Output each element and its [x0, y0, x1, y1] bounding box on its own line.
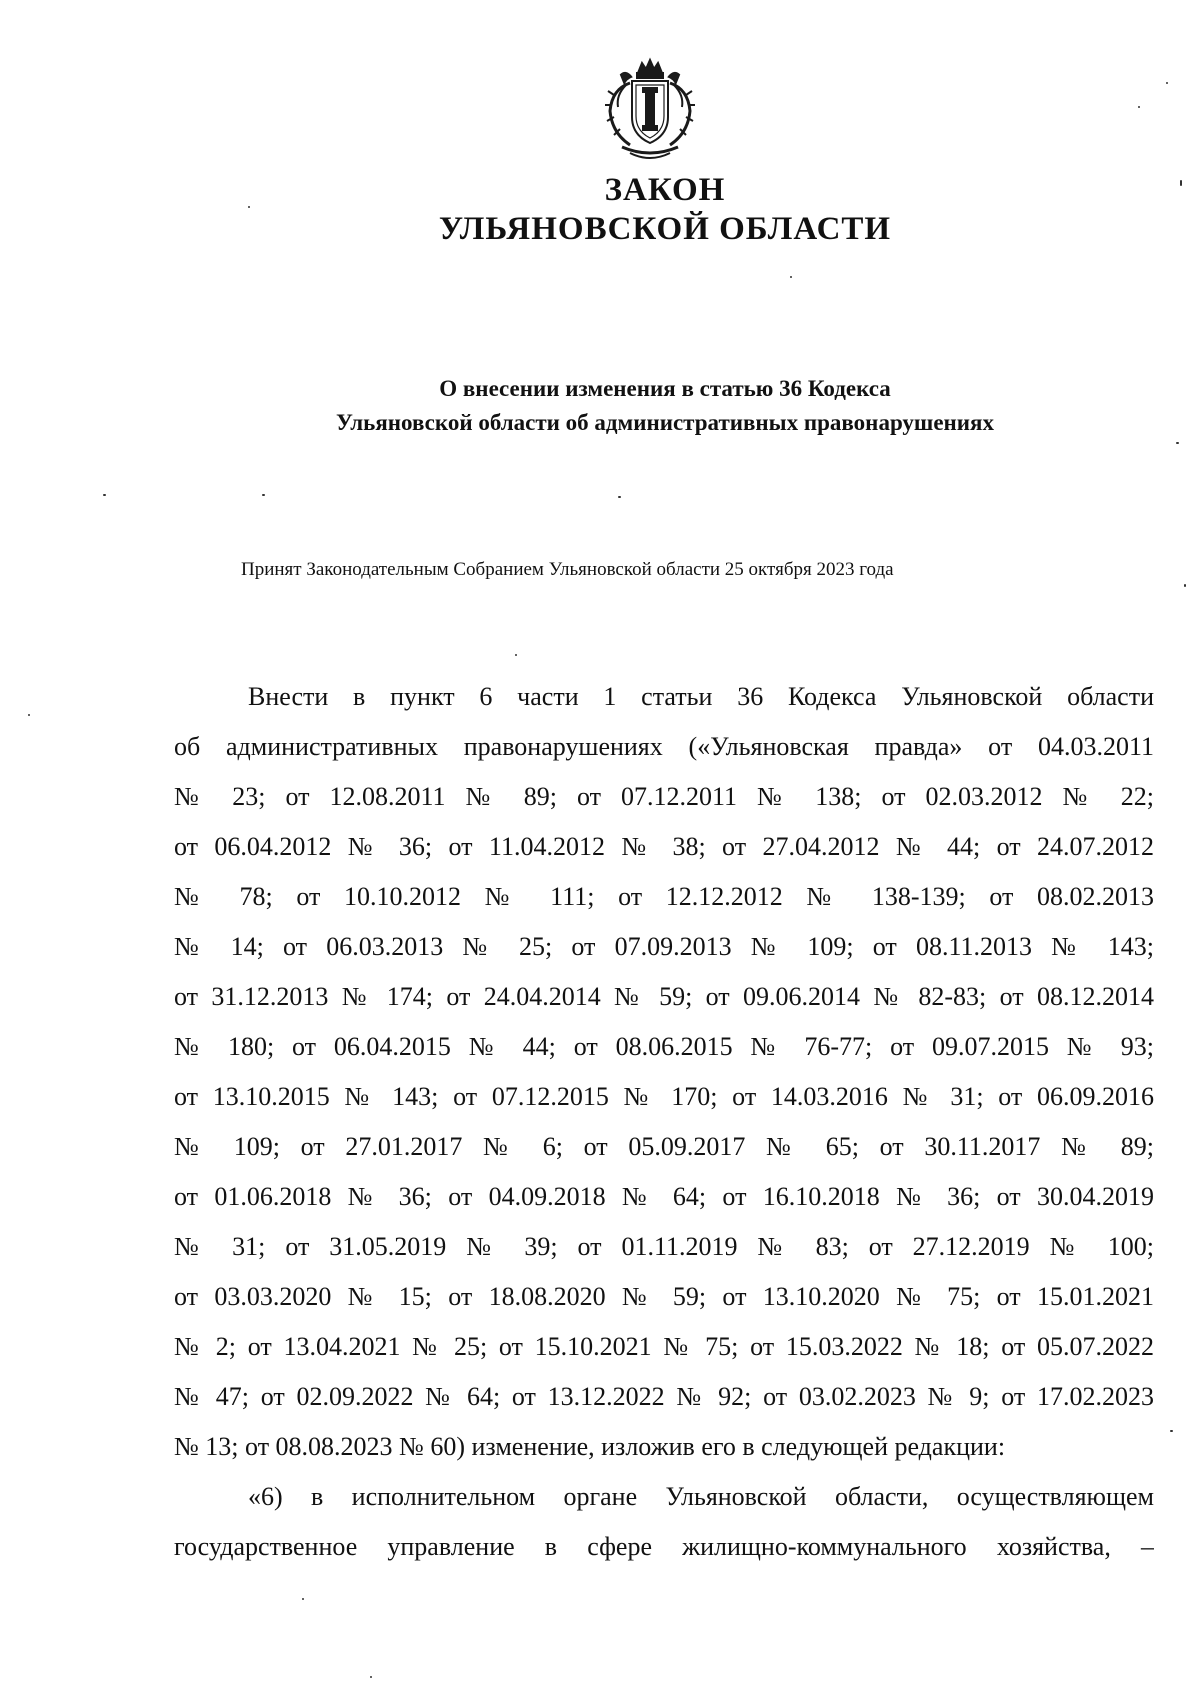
body-line: № 180; от 06.04.2015 № 44; от 08.06.2015 № 76-77; от 09.07.2015 № 93;	[174, 1032, 1154, 1061]
body-line: № 78; от 10.10.2012 № 111; от 12.12.2012 № 138-139; от 08.02.2013	[174, 882, 1154, 911]
body-line: от 13.10.2015 № 143; от 07.12.2015 № 170; от 14.03.2016 № 31; от 06.09.2016	[174, 1082, 1154, 1111]
body-line: № 13; от 08.08.2023 № 60) изменение, изложив его в следующей редакции:	[174, 1432, 1006, 1461]
body-line: № 47; от 02.09.2022 № 64; от 13.12.2022 № 92; от 03.02.2023 № 9; от 17.02.2023	[174, 1382, 1154, 1411]
body-line: № 14; от 06.03.2013 № 25; от 07.09.2013 № 109; от 08.11.2013 № 143;	[174, 932, 1154, 961]
body-line: № 31; от 31.05.2019 № 39; от 01.11.2019 № 83; от 27.12.2019 № 100;	[174, 1232, 1154, 1261]
law-region-title: УЛЬЯНОВСКОЙ ОБЛАСТИ	[438, 211, 892, 247]
scan-speck	[302, 1598, 304, 1600]
scan-speck	[1180, 180, 1182, 186]
law-subject	[0, 372, 1200, 440]
body-line: об административных правонарушениях («Ульяновская правда» от 04.03.2011	[174, 732, 1154, 761]
scan-speck	[1166, 82, 1168, 84]
body-line: № 109; от 27.01.2017 № 6; от 05.09.2017 № 65; от 30.11.2017 № 89;	[174, 1132, 1154, 1161]
scan-speck	[1184, 584, 1186, 587]
law-body	[174, 672, 1154, 1572]
body-line: «6) в исполнительном органе Ульяновской области, осуществляющем	[248, 1482, 1154, 1511]
body-line: от 01.06.2018 № 36; от 04.09.2018 № 64; от 16.10.2018 № 36; от 30.04.2019	[174, 1182, 1154, 1211]
body-line: от 31.12.2013 № 174; от 24.04.2014 № 59; от 09.06.2014 № 82-83; от 08.12.2014	[174, 982, 1154, 1011]
scan-speck	[1176, 442, 1179, 444]
subject-line: Ульяновской области об административных правонарушениях	[335, 410, 994, 435]
scan-speck	[103, 494, 106, 496]
scan-speck	[28, 714, 30, 716]
body-line: от 03.03.2020 № 15; от 18.08.2020 № 59; от 13.10.2020 № 75; от 15.01.2021	[174, 1282, 1154, 1311]
scan-speck	[370, 1676, 372, 1678]
scan-speck	[618, 496, 621, 498]
body-line: от 06.04.2012 № 36; от 11.04.2012 № 38; от 27.04.2012 № 44; от 24.07.2012	[174, 832, 1154, 861]
body-line: № 2; от 13.04.2021 № 25; от 15.10.2021 № 75; от 15.03.2022 № 18; от 05.07.2022	[174, 1332, 1154, 1361]
law-title: ЗАКОН	[604, 172, 726, 208]
adoption-note: Принят Законодательным Собранием Ульяновской области 25 октября 2023 года	[241, 559, 894, 580]
body-line: Внести в пункт 6 части 1 статьи 36 Кодекса Ульяновской области	[248, 682, 1154, 711]
scan-speck	[262, 494, 265, 496]
scan-speck	[790, 276, 792, 278]
body-line: государственное управление в сфере жилищно-коммунального хозяйства, –	[174, 1532, 1154, 1561]
scan-speck	[248, 206, 250, 208]
scan-speck	[1138, 106, 1140, 108]
subject-line: О внесении изменения в статью 36 Кодекса	[439, 376, 891, 401]
coat-of-arms-icon	[600, 55, 700, 167]
scan-speck	[1170, 1430, 1173, 1432]
scan-speck	[515, 654, 517, 656]
body-line: № 23; от 12.08.2011 № 89; от 07.12.2011 № 138; от 02.03.2012 № 22;	[174, 782, 1154, 811]
